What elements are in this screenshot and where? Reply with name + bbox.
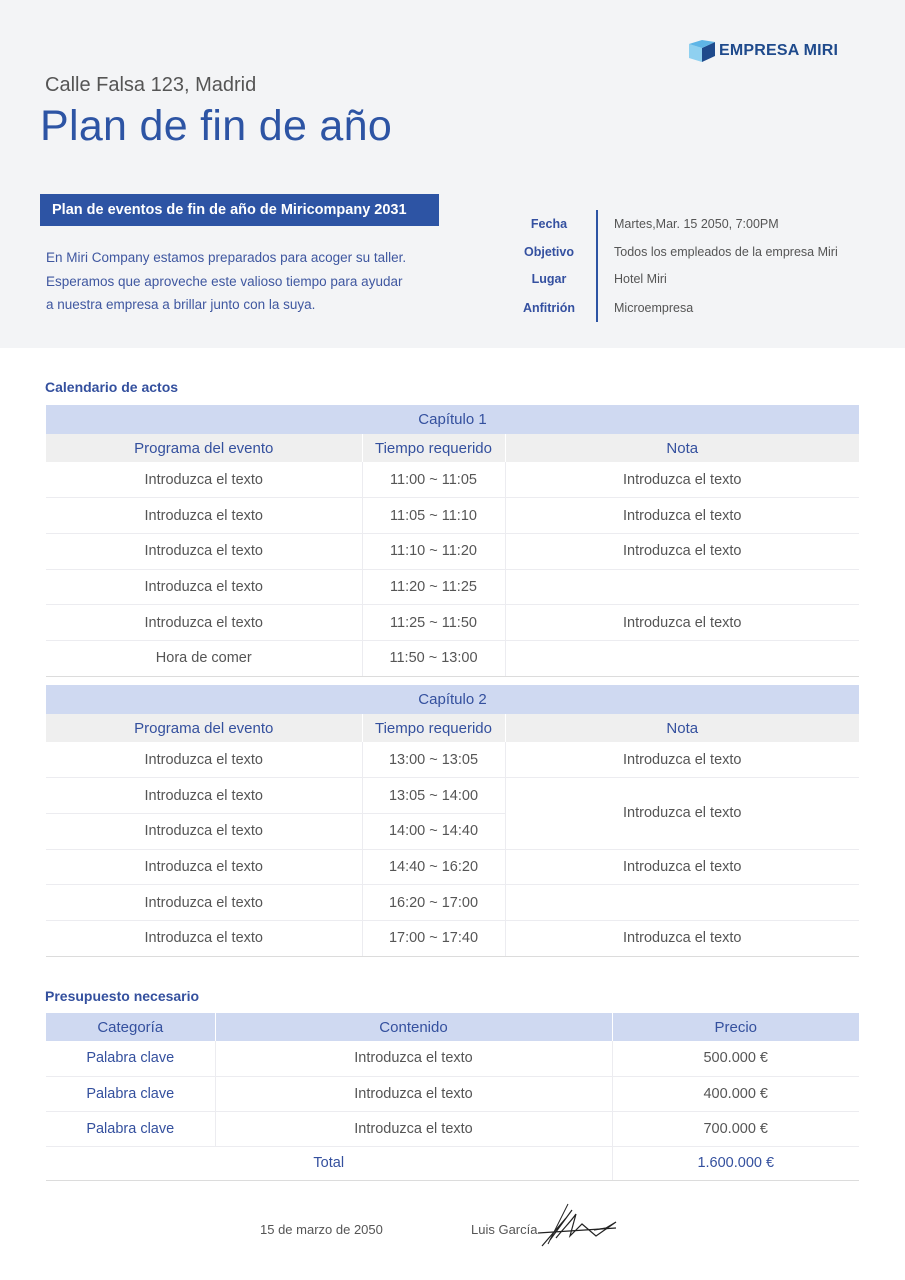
- note-cell: Introduzca el texto: [505, 533, 859, 569]
- info-value: Hotel Miri: [614, 272, 667, 286]
- brand-name: EMPRESA MIRI: [719, 42, 839, 59]
- intro-line: Esperamos que aproveche este valioso tiempo para ayudar: [46, 273, 403, 289]
- intro-line: a nuestra empresa a brillar junto con la suya.: [46, 297, 316, 312]
- table-row: [46, 533, 859, 569]
- time-cell: 11:20 ~ 11:25: [362, 569, 505, 605]
- time-cell: 11:10 ~ 11:20: [362, 533, 505, 569]
- page-title: Plan de fin de año: [40, 102, 393, 150]
- time-cell: 14:40 ~ 16:20: [362, 849, 505, 885]
- column-header: Categoría: [46, 1013, 215, 1041]
- info-label: Fecha: [530, 217, 568, 231]
- table-row: [46, 462, 859, 498]
- column-header-row: [46, 714, 859, 742]
- table-row: [46, 498, 859, 534]
- note-cell-merged: Introduzca el texto: [505, 778, 859, 849]
- intro-text: [46, 246, 456, 317]
- time-cell: 17:00 ~ 17:40: [362, 920, 505, 956]
- note-cell: [505, 640, 859, 676]
- column-header: Programa del evento: [46, 434, 362, 462]
- note-cell: [505, 885, 859, 921]
- program-cell: Introduzca el texto: [46, 462, 362, 498]
- cube-logo-icon: [689, 40, 717, 62]
- category-cell: Palabra clave: [46, 1111, 215, 1146]
- budget-title: Presupuesto necesario: [45, 988, 200, 1004]
- time-cell: 11:50 ~ 13:00: [362, 640, 505, 676]
- brand-logo: [689, 40, 838, 62]
- program-cell: Introduzca el texto: [46, 498, 362, 534]
- info-value: Martes,Mar. 15 2050, 7:00PM: [614, 217, 779, 231]
- info-row-objetivo: [500, 242, 838, 262]
- signature-icon: [536, 1200, 626, 1250]
- schedule-title: Calendario de actos: [45, 379, 179, 395]
- time-cell: 14:00 ~ 14:40: [362, 813, 505, 849]
- time-cell: 13:05 ~ 14:00: [362, 778, 505, 814]
- time-cell: 11:00 ~ 11:05: [362, 462, 505, 498]
- note-cell: [505, 569, 859, 605]
- price-cell: 400.000 €: [612, 1076, 859, 1111]
- event-banner: Plan de eventos de fin de año de Miricompany 2031: [40, 194, 439, 226]
- time-cell: 13:00 ~ 13:05: [362, 742, 505, 778]
- note-cell: Introduzca el texto: [505, 605, 859, 641]
- chapter-title: Capítulo 1: [46, 405, 859, 434]
- column-header: Nota: [505, 714, 859, 742]
- chapter-header: [46, 685, 859, 714]
- table-row: [46, 605, 859, 641]
- note-cell: Introduzca el texto: [505, 742, 859, 778]
- info-value: Todos los empleados de la empresa Miri: [614, 245, 838, 259]
- program-cell: Introduzca el texto: [46, 569, 362, 605]
- program-cell: Introduzca el texto: [46, 885, 362, 921]
- chapter-title: Capítulo 2: [46, 685, 859, 714]
- schedule-table-chapter-2: [46, 685, 859, 957]
- table-row: [46, 920, 859, 956]
- column-header: Tiempo requerido: [362, 714, 505, 742]
- program-cell: Introduzca el texto: [46, 920, 362, 956]
- total-label: Total: [46, 1146, 612, 1180]
- time-cell: 11:05 ~ 11:10: [362, 498, 505, 534]
- note-cell: Introduzca el texto: [505, 849, 859, 885]
- chapter-header: [46, 405, 859, 434]
- table-row: [46, 569, 859, 605]
- table-row: [46, 1111, 859, 1146]
- program-cell: Introduzca el texto: [46, 533, 362, 569]
- time-cell: 11:25 ~ 11:50: [362, 605, 505, 641]
- column-header-row: [46, 434, 859, 462]
- category-cell: Palabra clave: [46, 1076, 215, 1111]
- table-row: [46, 778, 859, 814]
- column-header: Precio: [612, 1013, 859, 1041]
- category-cell: Palabra clave: [46, 1041, 215, 1076]
- content-cell: Introduzca el texto: [215, 1076, 612, 1111]
- content-cell: Introduzca el texto: [215, 1041, 612, 1076]
- note-cell: Introduzca el texto: [505, 498, 859, 534]
- info-row-anfitrion: [500, 298, 694, 318]
- table-row: [46, 1076, 859, 1111]
- table-row: [46, 849, 859, 885]
- column-header: Programa del evento: [46, 714, 362, 742]
- total-row: [46, 1146, 859, 1180]
- program-cell: Introduzca el texto: [46, 605, 362, 641]
- info-label: Objetivo: [523, 245, 574, 259]
- budget-table: [46, 1013, 859, 1181]
- program-cell: Introduzca el texto: [46, 849, 362, 885]
- schedule-table-chapter-1: [46, 405, 859, 677]
- table-row: [46, 640, 859, 676]
- note-cell: Introduzca el texto: [505, 920, 859, 956]
- signer-name: Luis García: [471, 1222, 538, 1237]
- table-row: [46, 742, 859, 778]
- table-row: [46, 885, 859, 921]
- column-header-row: [46, 1013, 859, 1041]
- table-row: [46, 1041, 859, 1076]
- info-value: Microempresa: [614, 301, 694, 315]
- program-cell: Introduzca el texto: [46, 742, 362, 778]
- column-header: Nota: [505, 434, 859, 462]
- column-header: Tiempo requerido: [362, 434, 505, 462]
- info-label: Anfitrión: [522, 301, 576, 315]
- intro-line: En Miri Company estamos preparados para acoger su taller.: [46, 250, 407, 265]
- program-cell: Introduzca el texto: [46, 778, 362, 814]
- column-header: Contenido: [215, 1013, 612, 1041]
- price-cell: 500.000 €: [612, 1041, 859, 1076]
- address: Calle Falsa 123, Madrid: [45, 74, 257, 96]
- program-cell: Introduzca el texto: [46, 813, 362, 849]
- total-value: 1.600.000 €: [612, 1146, 859, 1180]
- info-row-fecha: [500, 214, 779, 234]
- content-cell: Introduzca el texto: [215, 1111, 612, 1146]
- program-cell: Hora de comer: [46, 640, 362, 676]
- info-label: Lugar: [531, 272, 567, 286]
- info-row-lugar: [500, 269, 667, 289]
- footer-date: 15 de marzo de 2050: [260, 1222, 383, 1237]
- note-cell: Introduzca el texto: [505, 462, 859, 498]
- price-cell: 700.000 €: [612, 1111, 859, 1146]
- time-cell: 16:20 ~ 17:00: [362, 885, 505, 921]
